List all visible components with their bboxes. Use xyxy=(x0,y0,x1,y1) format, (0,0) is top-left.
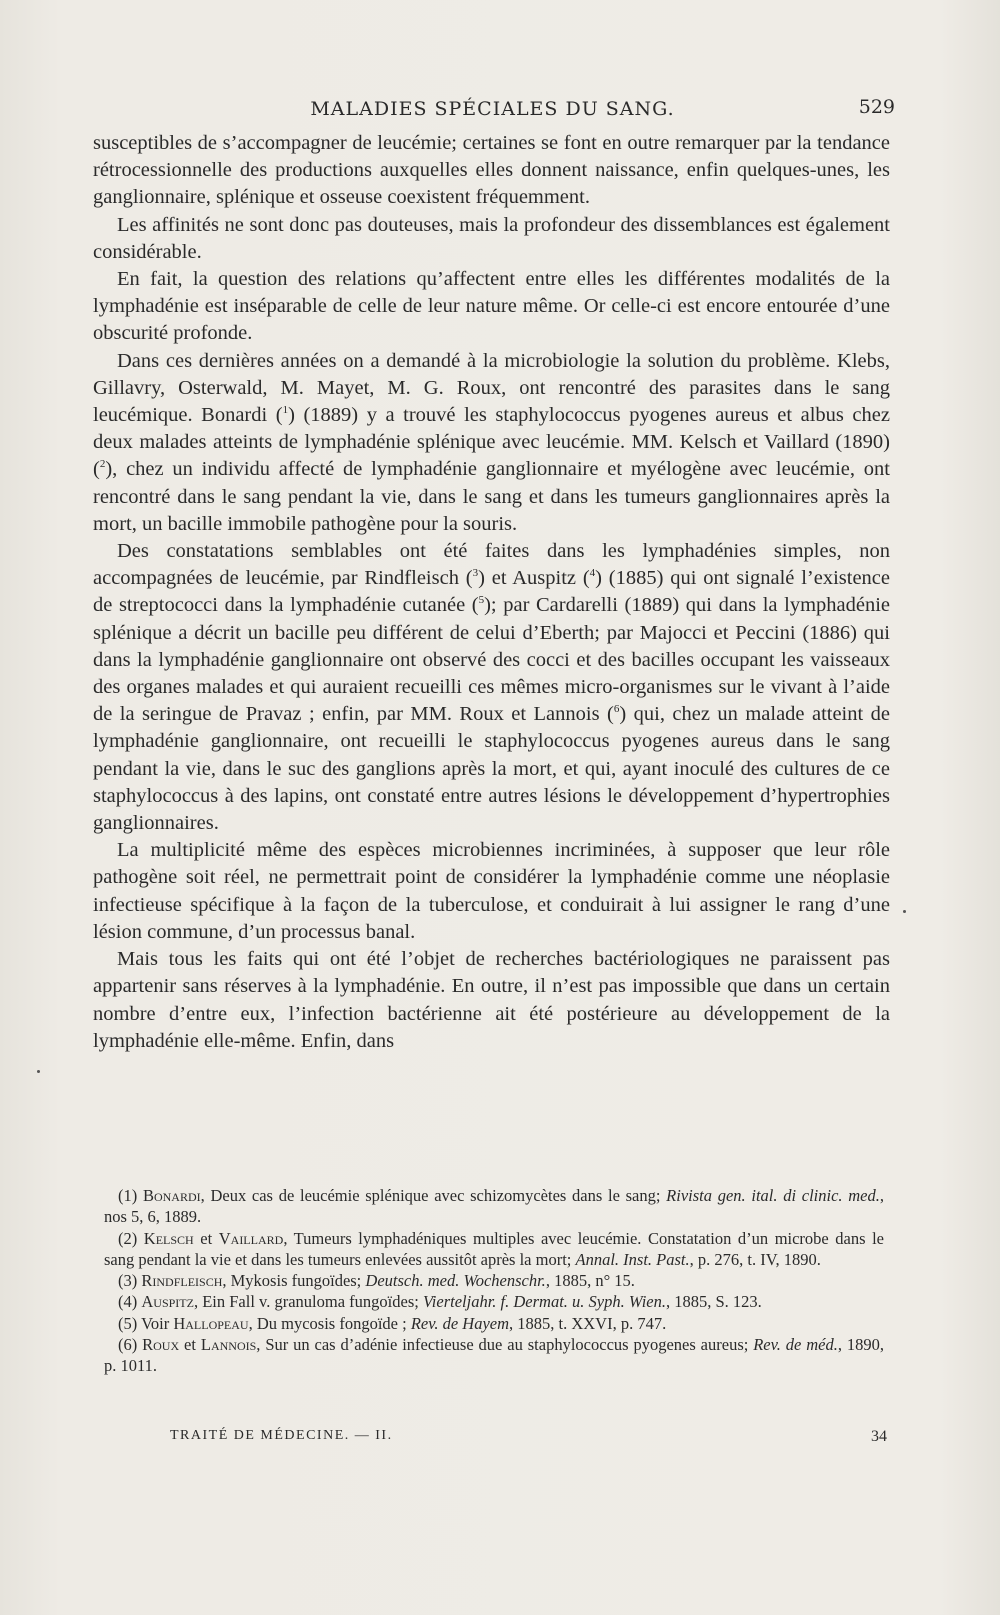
text-run: et xyxy=(193,1228,219,1248)
text-run: En fait, la question des relations qu’affectent entre elles les différentes modalités de la lymphadénie est inséparable de celle de leur nature même. Or celle-ci est encore entourée d’une obscurité profonde. xyxy=(93,268,890,345)
sheet-number: 34 xyxy=(871,1428,887,1445)
text-run: ) (1889) y a trouvé les staphylococcus pyogenes aureus et albus chez deux malades atteints de lymphadénie splénique avec leucémie. MM. Kelsch et Vaillard (1890) ( xyxy=(93,404,890,481)
footnote-mark: (2) xyxy=(118,1228,144,1248)
text-run: Des constatations semblables ont été faites dans les lymphadénies simples, non accompagnées de leucémie, par Rindfleisch ( xyxy=(93,540,890,590)
text-run: ) (1885) qui ont signalé l’existence de streptococci dans la lymphadénie cutanée ( xyxy=(93,567,890,617)
text-run: Les affinités ne sont donc pas douteuses, mais la profondeur des dissemblances est également considérable. xyxy=(93,213,890,263)
footnote xyxy=(104,1291,884,1312)
text-run: , Sur un cas d’adénie infectieuse due au staphylococcus pyogenes aureus; xyxy=(256,1335,754,1355)
footnote-ref: 4 xyxy=(589,567,596,580)
page-header xyxy=(90,98,895,128)
paragraph xyxy=(93,348,890,538)
paragraph xyxy=(93,266,890,348)
text-run: Mais tous les faits qui ont été l’objet de recherches bactériologiques ne paraissent pas appartenir sans réserves à la lymphadénie. En outre, il n’est pas impossible que dans un certain nombre d’entre eux, l’infection bactérienne ait été postérieure au développement de la lymphadénie elle-même. Enfin, dans xyxy=(93,948,890,1052)
footnote-mark: (3) xyxy=(118,1271,142,1291)
footnote xyxy=(104,1313,884,1334)
footnote-mark: (1) xyxy=(118,1186,143,1205)
paragraph xyxy=(93,538,890,837)
text-run: , 1885, n° 15. xyxy=(545,1271,635,1291)
body-text xyxy=(93,130,890,1055)
text-run: , 1890, p. 1011. xyxy=(104,1335,884,1376)
text-run: , Mykosis fungoïdes; xyxy=(222,1271,366,1291)
text-run: ); par Cardarelli (1889) qui dans la lymphadénie splénique a décrit un bacille peu différent de celui d’Eberth; par Majocci et Peccini (1886) qui dans la lymphadénie ganglionnaire ont observé des cocci et des bacilles occupant les vaisseaux des organes malades et qui auraient recueilli ces mêmes micro-organismes sur le vivant à l’aide de la seringue de Pravaz ; enfin, par MM. Roux et Lannois ( xyxy=(93,594,891,726)
paragraph xyxy=(93,130,890,212)
running-title: MALADIES SPÉCIALES DU SANG. xyxy=(310,98,675,120)
journal-title: Annal. Inst. Past. xyxy=(575,1249,690,1269)
footnote xyxy=(104,1334,884,1377)
text-run: , Ein Fall v. granuloma fungoïdes; xyxy=(193,1292,423,1312)
journal-title: Vierteljahr. f. Dermat. u. Syph. Wien. xyxy=(422,1292,666,1312)
author-name: Kelsch xyxy=(143,1228,194,1248)
author-name: Vaillard xyxy=(218,1228,284,1248)
footnote xyxy=(104,1185,884,1228)
text-run: ) qui, chez un malade atteint de lymphadénie ganglionnaire, ont recueilli le staphylococcus pyogenes aureus dans le sang pendant la vie, dans le suc des ganglions après la mort, et qui, ayant inoculé des cultures de ce staphylococcus à des lapins, ont constaté entre autres lésions le développement d’hypertrophies ganglionnaires. xyxy=(93,703,890,835)
paper-speck xyxy=(903,910,906,913)
footnote-ref: 2 xyxy=(99,458,106,471)
author-name: Hallopeau xyxy=(173,1313,249,1333)
author-name: Bonardi xyxy=(142,1186,201,1205)
footnote-ref: 1 xyxy=(282,404,289,417)
text-run: susceptibles de s’accompagner de leucémie; certaines se font en outre remarquer par la tendance rétrocessionnelle des productions auxquelles elles donnent naissance, enfin quelques-unes, les ganglionnaire, splénique et osseuse coexistent fréquemment. xyxy=(93,132,890,209)
page-number: 529 xyxy=(858,96,895,118)
text-run: , Deux cas de leucémie splénique avec schizomycètes dans le sang; xyxy=(200,1186,667,1205)
printer-signature: TRAITÉ DE MÉDECINE. — II. xyxy=(170,1428,393,1443)
footnote-ref: 6 xyxy=(613,703,620,716)
footnote-mark: (4) xyxy=(118,1292,142,1312)
paragraph xyxy=(93,946,890,1055)
text-run: Voir xyxy=(141,1313,174,1333)
footnote-mark: (6) xyxy=(118,1335,143,1355)
text-run: , 1885, t. XXVI, p. 747. xyxy=(509,1313,667,1333)
journal-title: Rev. de méd. xyxy=(753,1335,838,1355)
author-name: Auspitz xyxy=(141,1292,194,1312)
author-name: Lannois xyxy=(200,1335,257,1355)
page-footer xyxy=(170,1428,887,1452)
text-run: ), chez un individu affecté de lymphadénie ganglionnaire et myélogène avec leucémie, ont rencontré dans le sang pendant la vie, dans le sang et dans les tumeurs ganglionnaires après la mort, un bacille immobile pathogène pour la souris. xyxy=(93,458,890,535)
paragraph xyxy=(93,837,890,946)
footnote-ref: 5 xyxy=(478,594,485,607)
text-run: , Tumeurs lymphadéniques multiples avec leucémie. Constatation d’un microbe dans le sang pendant la vie et dans les tumeurs enlevées aussitôt après la mort; xyxy=(104,1228,884,1269)
journal-title: Rev. de Hayem xyxy=(410,1313,510,1333)
text-run: et xyxy=(179,1335,201,1355)
footnote xyxy=(104,1270,884,1291)
journal-title: Rivista gen. ital. di clinic. med. xyxy=(666,1186,880,1205)
text-run: , Du mycosis fongoïde ; xyxy=(248,1313,411,1333)
footnotes xyxy=(104,1185,884,1377)
footnote-mark: (5) xyxy=(118,1313,142,1333)
author-name: Roux xyxy=(142,1335,180,1355)
author-name: Rindfleisch xyxy=(141,1271,223,1291)
paragraph xyxy=(93,212,890,266)
footnote-ref: 3 xyxy=(472,567,479,580)
footnote xyxy=(104,1228,884,1271)
text-run: , p. 276, t. IV, 1890. xyxy=(689,1249,821,1269)
text-run: , nos 5, 6, 1889. xyxy=(104,1186,884,1227)
journal-title: Deutsch. med. Wochenschr. xyxy=(365,1271,546,1291)
text-run: , 1885, S. 123. xyxy=(666,1292,762,1312)
text-run: La multiplicité même des espèces microbiennes incriminées, à supposer que leur rôle pathogène soit réel, ne permettrait point de considérer la lymphadénie comme une néoplasie infectieuse spécifique à la façon de la tuberculose, et conduirait à lui assigner le rang d’une lésion commune, d’un processus banal. xyxy=(93,839,890,943)
text-run: ) et Auspitz ( xyxy=(478,567,590,590)
text-run: Dans ces dernières années on a demandé à la microbiologie la solution du problème. Klebs, Gillavry, Osterwald, M. Mayet, M. G. Roux, ont rencontré des parasites dans le sang leucémique. Bonardi ( xyxy=(93,349,890,427)
paper-speck xyxy=(37,1070,40,1073)
